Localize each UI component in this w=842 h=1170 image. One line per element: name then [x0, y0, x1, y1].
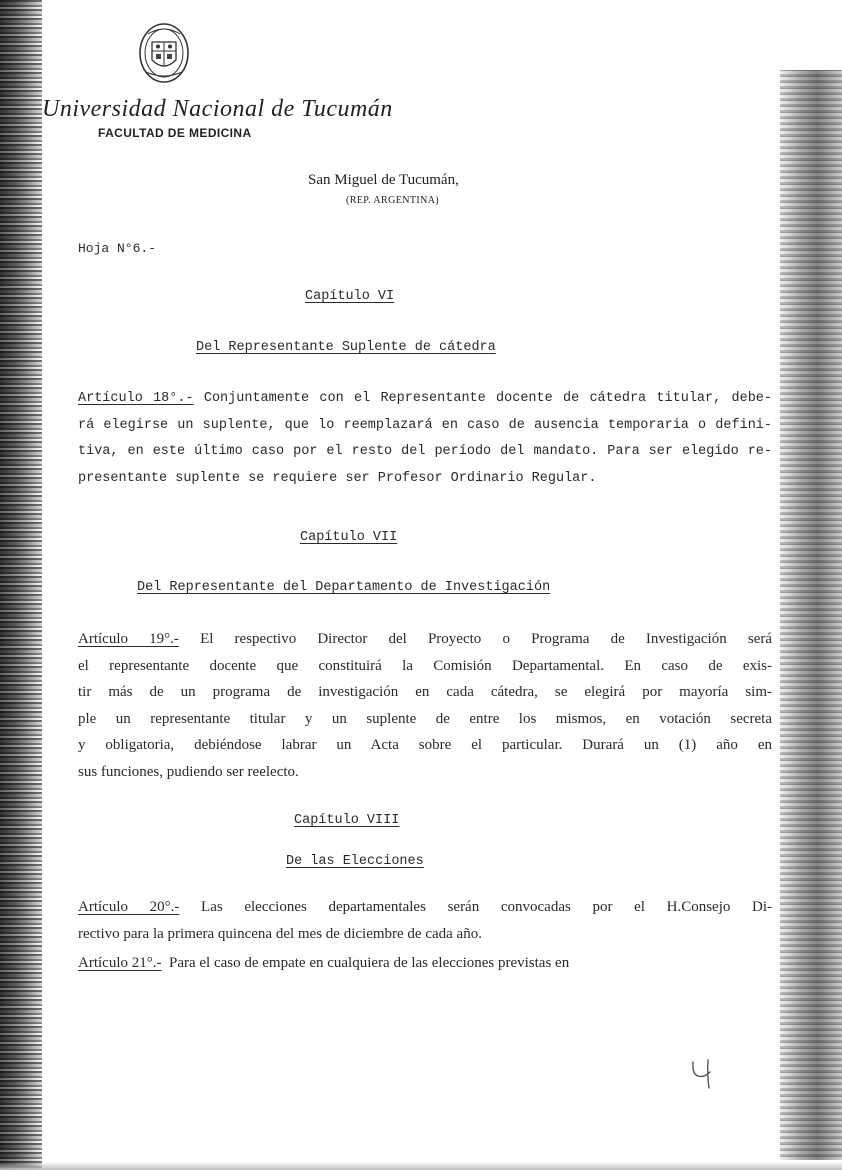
article-18-line-3: tiva, en este último caso por el resto del período del mandato. Para ser elegido re-: [78, 444, 772, 459]
article-19-line-5: y obligatoria, debiéndose labrar un Acta sobre el particular. Durará un (1) año en: [78, 737, 772, 753]
place-line: San Miguel de Tucumán,: [308, 172, 459, 188]
article-19-line-6: sus funciones, pudiendo ser reelecto.: [78, 763, 299, 780]
article-21-label: Artículo 21°.-: [78, 955, 162, 971]
chapter-6-title: Capítulo VI: [305, 289, 395, 304]
article-18-line-2: rá elegirse un suplente, que lo reemplazará en caso de ausencia temporaria o defini-: [78, 417, 772, 433]
handwritten-page-mark: [690, 1058, 716, 1090]
article-20-line-1: Artículo 20°.- Las elecciones departamentales serán convocadas por el H.Consejo Di-: [78, 899, 773, 915]
country-line: (REP. ARGENTINA): [346, 195, 440, 206]
article-19-line-1: Artículo 19°.- El respectivo Director del Proyecto o Programa de Investigación será: [78, 631, 773, 647]
scan-bottom-edge: [0, 1162, 842, 1170]
sheet-number: Hoja N°6.-: [78, 241, 157, 256]
university-seal-icon: [138, 22, 190, 84]
article-19-line-2: el representante docente que constituirá la Comisión Departamental. En caso de exis-: [78, 657, 772, 674]
article-18: [78, 386, 772, 492]
article-19: [78, 626, 772, 785]
university-name: Universidad Nacional de Tucumán: [42, 96, 393, 122]
scan-left-edge: [0, 0, 42, 1170]
article-18-line-4: presentante suplente se requiere ser Profesor Ordinario Regular.: [78, 470, 597, 486]
article-19-label: Artículo 19°.-: [78, 631, 179, 647]
article-20-label: Artículo 20°.-: [78, 899, 180, 915]
article-20: [78, 894, 772, 947]
chapter-6-subtitle: Del Representante Suplente de cátedra: [196, 340, 496, 355]
article-18-label: Artículo 18°.-: [78, 391, 194, 406]
faculty-name: FACULTAD DE MEDICINA: [98, 126, 252, 140]
article-18-line-1: Artículo 18°.- Conjuntamente con el Representante docente de cátedra titular, debe-: [78, 391, 772, 406]
article-19-line-4: ple un representante titular y un suplente de entre los mismos, en votación secreta: [78, 710, 772, 727]
chapter-7-subtitle: Del Representante del Departamento de Investigación: [137, 580, 551, 595]
article-20-line-2: rectivo para la primera quincena del mes de diciembre de cada año.: [78, 925, 482, 942]
article-21: [78, 950, 772, 977]
chapter-7-title: Capítulo VII: [300, 530, 398, 545]
scan-right-edge: [780, 70, 842, 1160]
chapter-8-title: Capítulo VIII: [294, 813, 400, 828]
article-19-line-3: tir más de un programa de investigación en cada cátedra, se elegirá por mayoría sim-: [78, 684, 772, 700]
chapter-8-subtitle: De las Elecciones: [286, 854, 424, 869]
article-21-line-1: Artículo 21°.- Para el caso de empate en cualquiera de las elecciones previstas en: [78, 955, 570, 971]
